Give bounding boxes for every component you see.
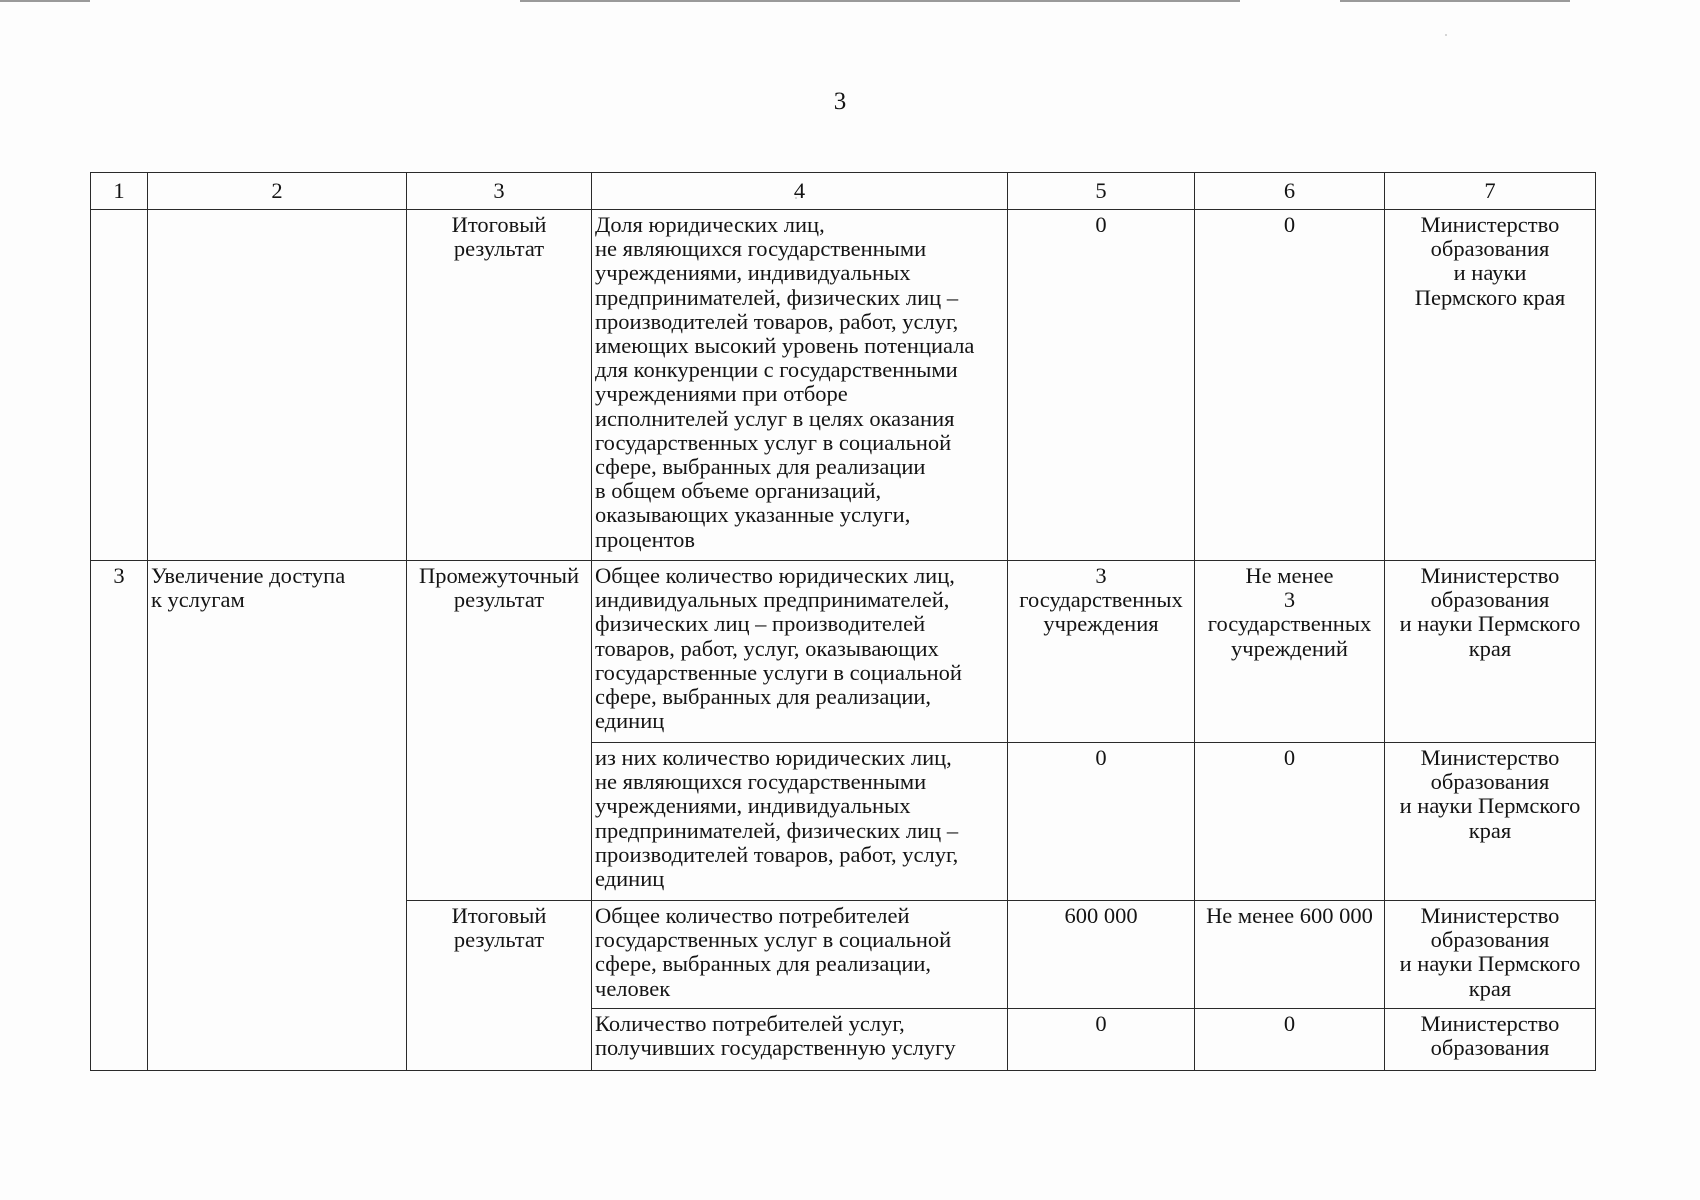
responsible-cell: Министерство образования и науки Пермского края: [1385, 561, 1596, 743]
value-cell: 600 000: [1008, 901, 1195, 1009]
indicator-cell: Общее количество потребителей государственных услуг в социальной сфере, выбранных для реализации, человек: [592, 901, 1008, 1009]
target-value-cell: Не менее 3 государственных учреждений: [1195, 561, 1385, 743]
scan-edge-center: [520, 0, 1240, 2]
column-number: 1: [91, 173, 148, 210]
responsible-cell: Министерство образования и науки Пермского края: [1385, 901, 1596, 1009]
target-value-cell: 0: [1195, 1009, 1385, 1071]
target-value-cell: 0: [1195, 743, 1385, 901]
indicator-cell: Общее количество юридических лиц, индивидуальных предпринимателей, физических лиц – производителей товаров, работ, услуг, оказывающих государственные услуги в социальной сфере, выбранных для реализации, единиц: [592, 561, 1008, 743]
responsible-cell: Министерство образования и науки Пермского края: [1385, 743, 1596, 901]
target-value-cell: Не менее 600 000: [1195, 901, 1385, 1009]
indicator-cell: Доля юридических лиц, не являющихся государственными учреждениями, индивидуальных предпринимателей, физических лиц – производителей товаров, работ, услуг, имеющих высокий уровень потенциала для конкуренции с государственными учреждениями при отборе исполнителей услуг в целях оказания государственных услуг в социальной сфере, выбранных для реализации в общем объеме организаций, оказывающих указанные услуги, процентов: [592, 210, 1008, 561]
scan-edge-right: [1340, 0, 1570, 2]
responsible-cell: Министерство образования и науки Пермского края: [1385, 210, 1596, 561]
column-number: 6: [1195, 173, 1385, 210]
value-cell: 3 государственных учреждения: [1008, 561, 1195, 743]
column-number-row: [91, 173, 1596, 210]
scan-edge-left: [0, 0, 90, 2]
target-value-cell: 0: [1195, 210, 1385, 561]
indicator-cell: Количество потребителей услуг, получивших государственную услугу: [592, 1009, 1008, 1071]
column-number: 5: [1008, 173, 1195, 210]
result-stage-cell: Итоговый результат: [407, 901, 592, 1071]
indicator-cell: из них количество юридических лиц, не являющихся государственными учреждениями, индивидуальных предпринимателей, физических лиц – производителей товаров, работ, услуг, единиц: [592, 743, 1008, 901]
page-number: 3: [833, 88, 847, 115]
value-cell: 0: [1008, 1009, 1195, 1071]
scan-speck: [1445, 34, 1447, 36]
column-number: 3: [407, 173, 592, 210]
result-stage-cell: Итоговый результат: [407, 210, 592, 561]
column-number: 2: [148, 173, 407, 210]
table-row: [91, 561, 1596, 743]
indicators-table: [90, 172, 1596, 1071]
task-cell: Увеличение доступа к услугам: [148, 561, 407, 1071]
responsible-cell: Министерство образования: [1385, 1009, 1596, 1071]
table-row: [91, 210, 1596, 561]
row-number-cell: [91, 210, 148, 561]
row-number-cell: 3: [91, 561, 148, 1071]
column-number: 4: [592, 173, 1008, 210]
column-number: 7: [1385, 173, 1596, 210]
task-cell: [148, 210, 407, 561]
value-cell: 0: [1008, 210, 1195, 561]
value-cell: 0: [1008, 743, 1195, 901]
result-stage-cell: Промежуточный результат: [407, 561, 592, 901]
